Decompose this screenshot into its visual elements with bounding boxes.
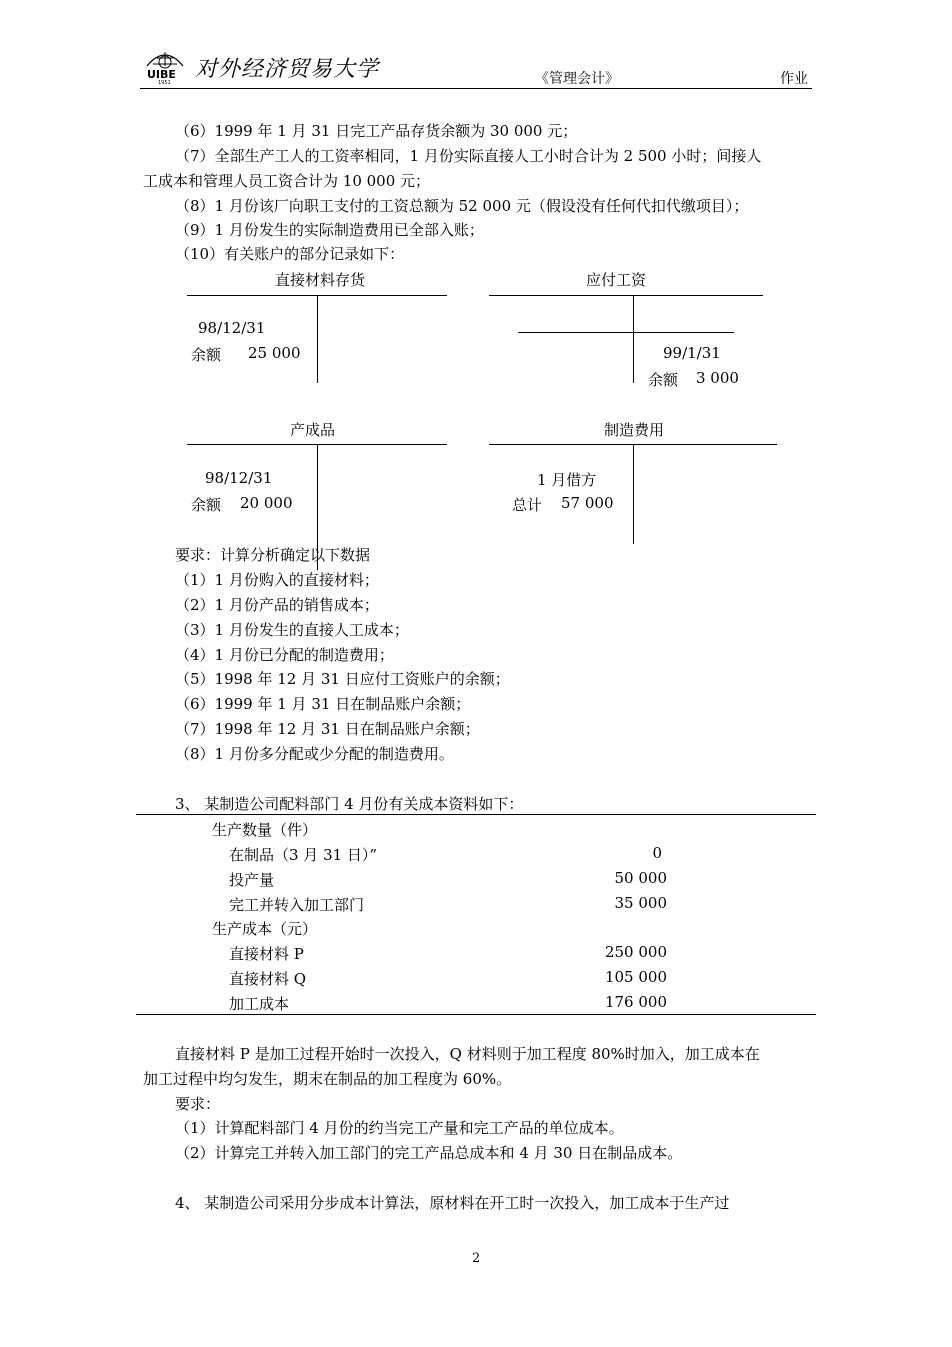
q3-desc-line-2: 加工过程中均匀发生，期末在制品的加工程度为 60%。 (143, 1070, 512, 1088)
t-account-overhead-date: 1 月借方 (537, 471, 597, 489)
para-line-5: （9）1 月份发生的实际制造费用已全部入账； (175, 221, 484, 239)
t-account-wages-date: 99/1/31 (663, 344, 721, 362)
q3-qty-row-value: 50 000 (614, 869, 667, 887)
t-account-overhead-balance: 57 000 (561, 494, 614, 512)
q3-req-2: （2）计算完工并转入加工部门的完工产品总成本和 4 月 30 日在制品成本。 (175, 1144, 683, 1162)
q3-cost-row-label: 加工成本 (229, 995, 290, 1013)
t-account-finished-balance-label: 余额 (191, 496, 222, 514)
t-account-finished-date: 98/12/31 (205, 469, 273, 487)
q3-cost-row-label: 直接材料 P (229, 945, 304, 963)
q3-req-heading: 要求： (175, 1095, 221, 1113)
t-account-wages-title: 应付工资 (586, 271, 647, 289)
para-line-6: （10）有关账户的部分记录如下： (175, 245, 405, 263)
t-account-overhead-balance-label: 总计 (512, 496, 543, 514)
requirement-3: （3）1 月份发生的直接人工成本； (175, 621, 409, 639)
t-account-wages-balance-label: 余额 (648, 371, 679, 389)
q3-cost-row-value: 250 000 (604, 943, 667, 961)
requirement-1: （1）1 月份购入的直接材料； (175, 571, 379, 589)
para-line-4: （8）1 月份该厂向职工支付的工资总额为 52 000 元（假设没有任何代扣代缴项目）； (175, 197, 749, 215)
logo-year: 1951 (158, 80, 171, 84)
q3-cost-row-value: 176 000 (604, 993, 667, 1011)
requirement-4: （4）1 月份已分配的制造费用； (175, 646, 394, 664)
t-account-materials-title: 直接材料存货 (275, 271, 366, 289)
q4-intro: 4、 某制造公司采用分步成本计算法，原材料在开工时一次投入，加工成本于生产过 (175, 1194, 730, 1212)
t-account-wages-vline (633, 295, 634, 383)
para-line-1: （6）1999 年 1 月 31 日完工产品存货余额为 30 000 元； (175, 122, 578, 140)
t-account-wages-hline (489, 295, 763, 296)
t-account-materials-balance-label: 余额 (191, 346, 222, 364)
q3-req-1: （1）计算配料部门 4 月份的约当完工产量和完工产品的单位成本。 (175, 1119, 624, 1137)
t-account-materials-vline (317, 295, 318, 383)
course-title: 《管理会计》 (535, 71, 619, 87)
t-account-wages-subline (518, 332, 734, 333)
q3-qty-heading: 生产数量（件） (212, 821, 318, 839)
q3-qty-row-value: 0 (652, 844, 662, 862)
university-logo (143, 48, 187, 84)
doc-type: 作业 (780, 71, 808, 87)
t-account-finished-title: 产成品 (290, 421, 336, 439)
q3-qty-row-value: 35 000 (614, 894, 667, 912)
q3-qty-row-label: 完工并转入加工部门 (229, 896, 365, 914)
q3-cost-heading: 生产成本（元） (212, 920, 318, 938)
q3-table-bottom-rule (136, 1014, 816, 1015)
q3-table-top-rule (136, 814, 816, 815)
requirement-5: （5）1998 年 12 月 31 日应付工资账户的余额； (175, 670, 510, 688)
header-rule (140, 88, 812, 89)
para-line-2: （7）全部生产工人的工资率相同，1 月份实际直接人工小时合计为 2 500 小时；间接人 (175, 147, 762, 165)
requirement-8: （8）1 月份多分配或少分配的制造费用。 (175, 745, 454, 763)
t-account-wages-balance: 3 000 (696, 369, 739, 387)
q3-cost-row-value: 105 000 (604, 968, 667, 986)
requirement-7: （7）1998 年 12 月 31 日在制品账户余额； (175, 720, 480, 738)
requirement-6: （6）1999 年 1 月 31 日在制品账户余额； (175, 695, 471, 713)
logo-text: UIBE (147, 68, 176, 81)
requirement-2: （2）1 月份产品的销售成本； (175, 596, 379, 614)
t-account-materials-balance: 25 000 (248, 344, 301, 362)
para-line-3: 工成本和管理人员工资合计为 10 000 元； (143, 172, 431, 190)
t-account-overhead-title: 制造费用 (604, 421, 665, 439)
q3-qty-row-label: 投产量 (229, 871, 275, 889)
page-number: 2 (472, 1251, 481, 1266)
q3-intro: 3、 某制造公司配料部门 4 月份有关成本资料如下： (175, 795, 524, 813)
q3-cost-row-label: 直接材料 Q (229, 970, 307, 988)
requirements-heading: 要求：计算分析确定以下数据 (175, 546, 371, 564)
t-account-finished-balance: 20 000 (240, 494, 293, 512)
t-account-overhead-vline (633, 444, 634, 544)
q3-desc-line-1: 直接材料 P 是加工过程开始时一次投入，Q 材料则于加工程度 80%时加入，加工成本在 (175, 1045, 760, 1063)
q3-qty-row-label: 在制品（3 月 31 日）” (229, 846, 378, 864)
university-name: 对外经济贸易大学 (195, 57, 380, 82)
t-account-materials-date: 98/12/31 (198, 319, 266, 337)
